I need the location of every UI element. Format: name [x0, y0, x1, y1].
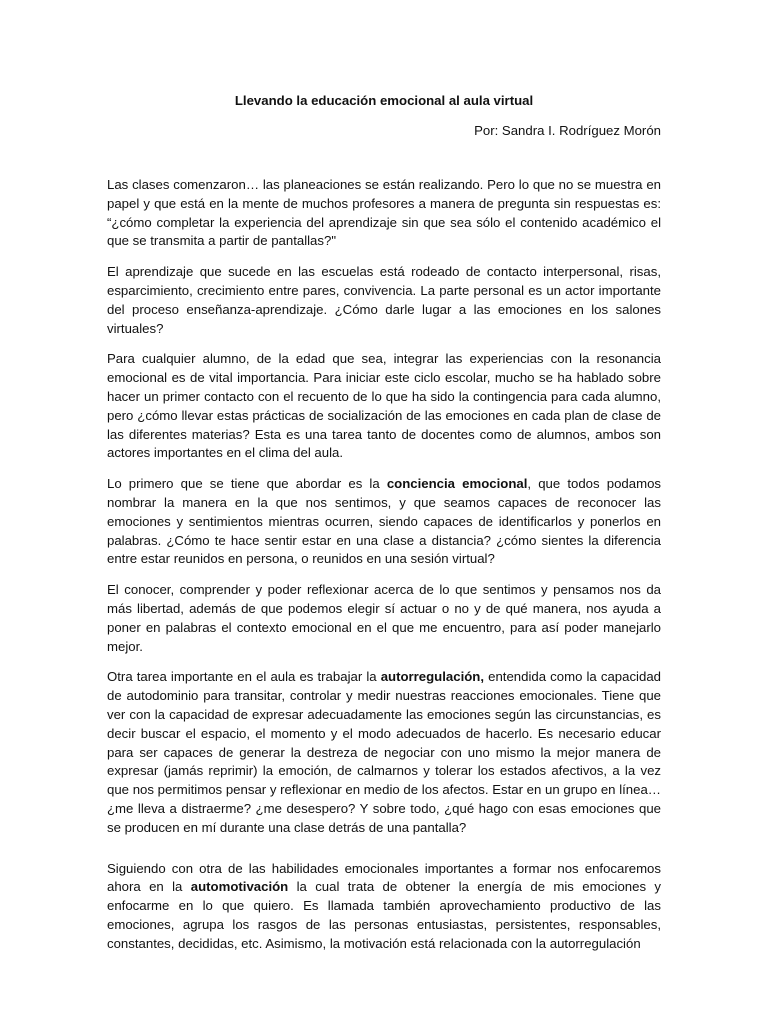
- paragraph-4: [107, 475, 661, 569]
- paragraph-7: [107, 860, 661, 954]
- paragraph-text: El aprendizaje que sucede en las escuelas está rodeado de contacto interpersonal, risas, esparcimiento, crecimiento entre pares, convivencia. La parte personal es un actor importante del proceso enseñanza-aprendizaje. ¿Cómo darle lugar a las emociones en los salones virtuales?: [107, 264, 661, 336]
- paragraph-5: [107, 581, 661, 656]
- paragraph-text: Lo primero que se tiene que abordar es la: [107, 476, 387, 492]
- bold-term: automotivación: [190, 879, 289, 895]
- paragraph-text: Las clases comenzaron… las planeaciones se están realizando. Pero lo que no se muestra en papel y que está en la mente de muchos profesores a manera de pregunta sin respuestas es: “¿cómo completar la experiencia del aprendizaje sin que sea sólo el contenido académico el que se transmita a partir de pantallas?": [107, 177, 661, 249]
- document-body: [107, 176, 661, 953]
- paragraph-text: El conocer, comprender y poder reflexionar acerca de lo que sentimos y pensamos nos da más libertad, además de que podemos elegir sí actuar o no y de qué manera, nos ayuda a poner en palabras el contexto emocional en el que me encuentro, para así poder manejarlo mejor.: [107, 582, 661, 654]
- paragraph-6: [107, 668, 661, 837]
- document-author: Por: Sandra I. Rodríguez Morón: [474, 123, 661, 138]
- bold-term: conciencia emocional: [386, 476, 528, 492]
- paragraph-3: [107, 350, 661, 463]
- paragraph-text: Otra tarea importante en el aula es trabajar la: [107, 669, 381, 685]
- paragraph-text: , que todos podamos nombrar la manera en la que nos sentimos, y que seamos capaces de reconocer las emociones y sentimientos mientras ocurren, siendo capaces de identificarlos y ponerlos en palabras. ¿Cómo te hace sentir estar en una clase a distancia? ¿cómo sientes la diferencia entre estar reunidos en persona, o reunidos en una sesión virtual?: [107, 476, 661, 567]
- bold-term: autorregulación,: [380, 669, 485, 685]
- paragraph-text: entendida como la capacidad de autodominio para transitar, controlar y medir nuestras reacciones emocionales. Tiene que ver con la capacidad de expresar adecuadamente las emociones según las circunstancias, es decir buscar el espacio, el momento y el modo adecuados de hacerlo. Es necesario educar para ser capaces de generar la destreza de negociar con uno mismo la mejor manera de expresar (jamás reprimir) la emoción, de calmarnos y tolerar los estados afectivos, a la vez que nos permitimos pensar y reflexionar en medio de los afectos. Estar en un grupo en línea… ¿me lleva a distraerme? ¿me desespero? Y sobre todo, ¿qué hago con esas emociones que se producen en mí durante una clase detrás de una pantalla?: [107, 669, 661, 835]
- paragraph-text: Para cualquier alumno, de la edad que sea, integrar las experiencias con la resonancia emocional es de vital importancia. Para iniciar este ciclo escolar, mucho se ha hablado sobre hacer un primer contacto con el recuento de lo que ha sido la contingencia para cada alumno, pero ¿cómo llevar estas prácticas de socialización de las emociones en cada plan de clase de las diferentes materias? Esta es una tarea tanto de docentes como de alumnos, ambos son actores importantes en el clima del aula.: [107, 351, 661, 461]
- paragraph-text: Siguiendo con otra de las habilidades emocionales importantes a formar nos enfocaremos ahora en la: [107, 860, 661, 895]
- paragraph-text: la cual trata de obtener la energía de mis emociones y enfocarme en lo que quiero. Es llamada también aprovechamiento productivo de las emociones, agrupa los rasgos de las personas entusiastas, persistentes, responsables, constantes, decididas, etc. Asimismo, la motivación está relacionada con la autorregulación: [107, 879, 661, 951]
- document-title: Llevando la educación emocional al aula virtual: [234, 93, 534, 108]
- paragraph-1: [107, 176, 661, 251]
- paragraph-2: [107, 263, 661, 338]
